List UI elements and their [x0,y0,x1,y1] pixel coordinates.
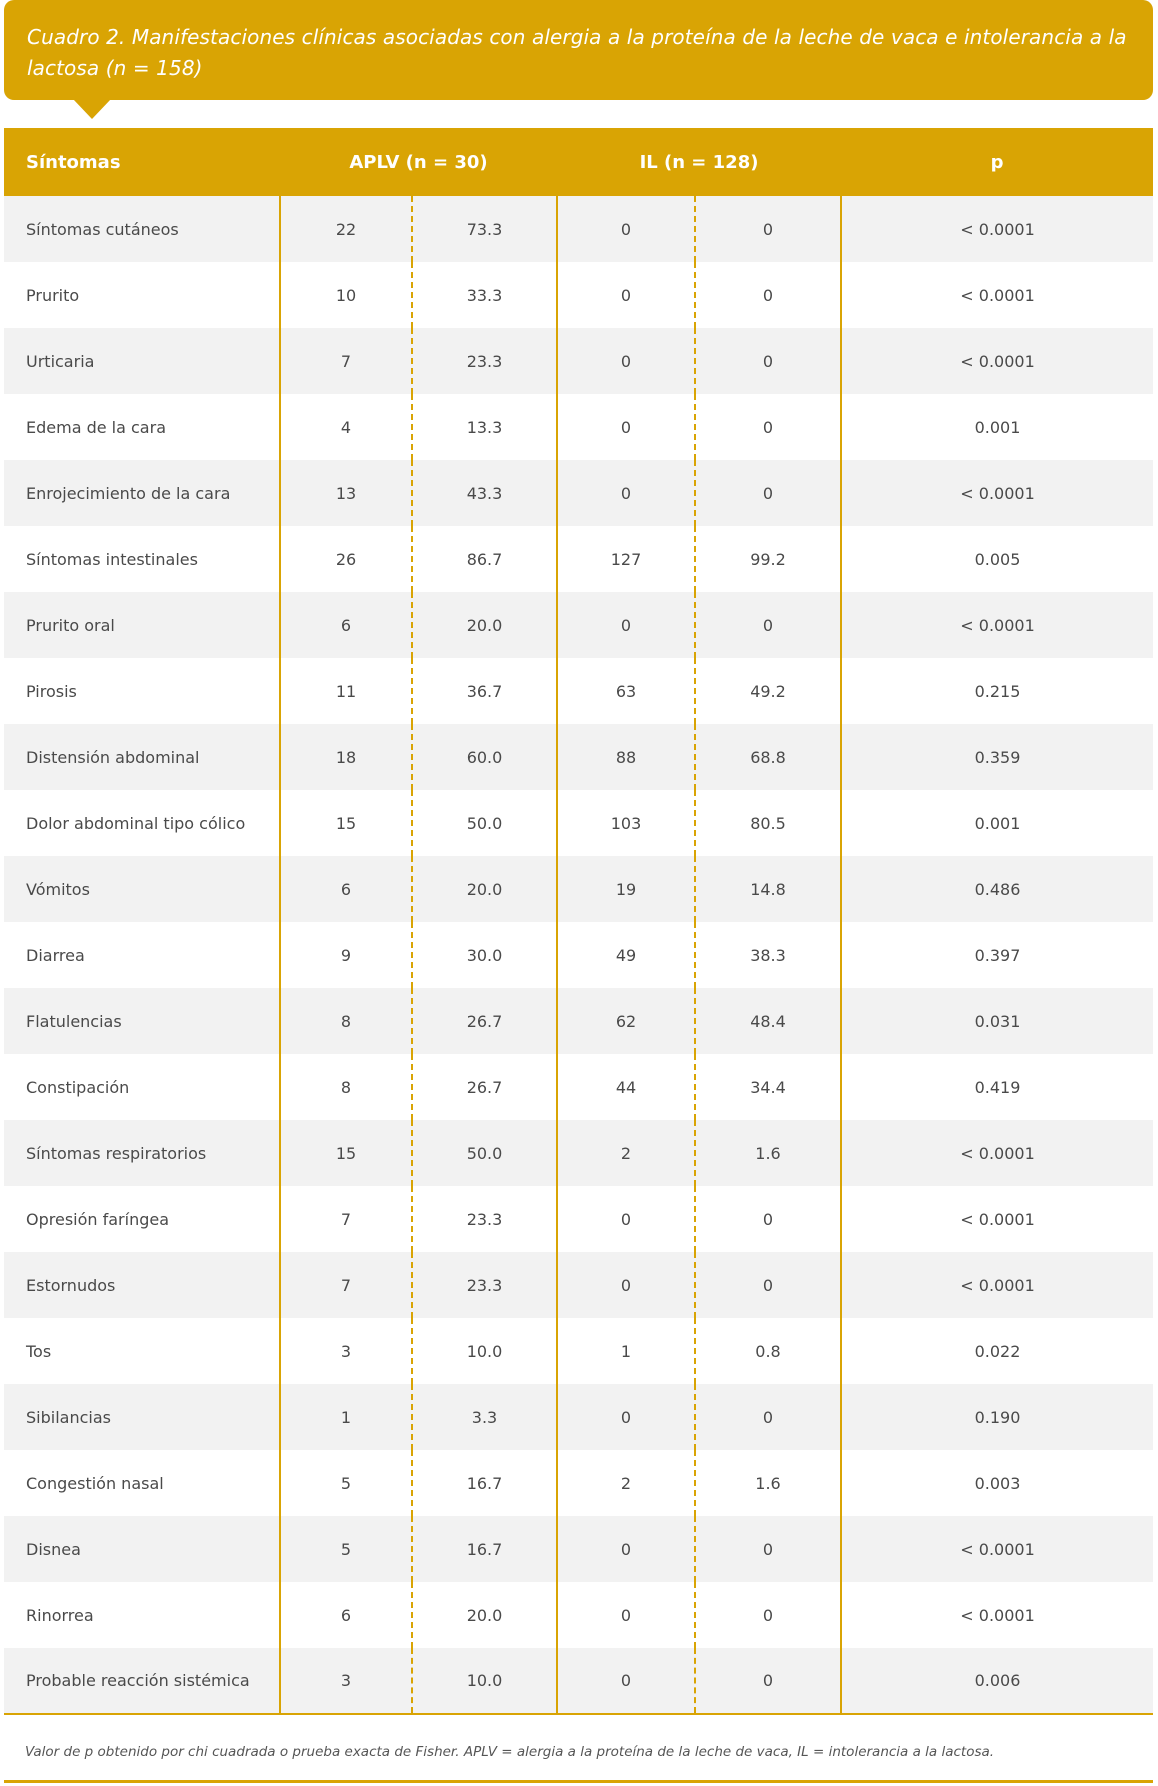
symptom-name-cell: Enrojecimiento de la cara [26,483,231,503]
il-count-cell: 0 [557,1252,695,1318]
table-row [4,1252,1153,1318]
header-p: p [990,151,1004,173]
table-row [4,460,1153,526]
p-value-cell: < 0.0001 [841,1516,1153,1582]
table-row [4,328,1153,394]
aplv-percent-cell: 16.7 [412,1450,557,1516]
p-value-cell: < 0.0001 [841,1582,1153,1648]
p-value-cell: 0.359 [841,724,1153,790]
header-aplv: APLV (n = 30) [349,151,488,173]
aplv-percent-cell: 20.0 [412,592,557,658]
p-value-cell: < 0.0001 [841,262,1153,328]
il-count-cell: 19 [557,856,695,922]
bottom-divider [4,1780,1153,1783]
il-count-cell: 0 [557,1186,695,1252]
table-row [4,1648,1153,1714]
table-row [4,1582,1153,1648]
table-row [4,658,1153,724]
il-count-cell: 0 [557,1582,695,1648]
aplv-percent-cell: 50.0 [412,1120,557,1186]
il-count-cell: 44 [557,1054,695,1120]
aplv-percent-cell: 26.7 [412,1054,557,1120]
aplv-count-cell: 5 [280,1516,412,1582]
symptoms-table [4,128,1153,1715]
il-percent-cell: 0 [695,1186,841,1252]
p-value-cell: < 0.0001 [841,460,1153,526]
aplv-percent-cell: 60.0 [412,724,557,790]
header-il: IL (n = 128) [639,151,759,173]
il-percent-cell: 0 [695,196,841,262]
caption-pointer [73,99,111,119]
table-row [4,922,1153,988]
aplv-count-cell: 6 [280,592,412,658]
il-percent-cell: 0 [695,394,841,460]
il-count-cell: 0 [557,196,695,262]
il-percent-cell: 48.4 [695,988,841,1054]
aplv-percent-cell: 23.3 [412,328,557,394]
table-row [4,1054,1153,1120]
il-count-cell: 1 [557,1318,695,1384]
p-value-cell: < 0.0001 [841,592,1153,658]
table-row [4,1450,1153,1516]
aplv-count-cell: 6 [280,1582,412,1648]
il-count-cell: 88 [557,724,695,790]
p-value-cell: 0.190 [841,1384,1153,1450]
aplv-count-cell: 11 [280,658,412,724]
il-percent-cell: 0 [695,1648,841,1714]
table-row [4,592,1153,658]
caption-text: Cuadro 2. Manifestaciones clínicas asociadas con alergia a la proteína de la leche de vaca e intolerancia a la lactosa (n = 158) [27,25,1127,80]
p-value-cell: < 0.0001 [841,1252,1153,1318]
symptom-name-cell: Prurito [26,285,80,305]
aplv-percent-cell: 36.7 [412,658,557,724]
p-value-cell: 0.001 [841,790,1153,856]
il-percent-cell: 68.8 [695,724,841,790]
p-value-cell: < 0.0001 [841,196,1153,262]
p-value-cell: 0.031 [841,988,1153,1054]
il-percent-cell: 14.8 [695,856,841,922]
symptom-name-cell: Urticaria [26,351,95,371]
aplv-count-cell: 6 [280,856,412,922]
il-count-cell: 63 [557,658,695,724]
table-header-row [4,128,1153,196]
table-caption [4,0,1153,100]
aplv-count-cell: 8 [280,988,412,1054]
aplv-percent-cell: 86.7 [412,526,557,592]
p-value-cell: < 0.0001 [841,328,1153,394]
il-count-cell: 103 [557,790,695,856]
aplv-count-cell: 9 [280,922,412,988]
il-percent-cell: 1.6 [695,1450,841,1516]
aplv-percent-cell: 20.0 [412,856,557,922]
symptom-name-cell: Opresión faríngea [26,1209,170,1229]
table-body [4,196,1153,1714]
table-row [4,394,1153,460]
il-percent-cell: 99.2 [695,526,841,592]
aplv-percent-cell: 10.0 [412,1648,557,1714]
p-value-cell: 0.397 [841,922,1153,988]
aplv-percent-cell: 23.3 [412,1252,557,1318]
aplv-count-cell: 4 [280,394,412,460]
symptom-name-cell: Probable reacción sistémica [4,1648,280,1714]
il-count-cell: 62 [557,988,695,1054]
p-value-cell: 0.419 [841,1054,1153,1120]
symptom-name-cell: Síntomas cutáneos [26,219,179,239]
p-value-cell: 0.005 [841,526,1153,592]
aplv-percent-cell: 33.3 [412,262,557,328]
aplv-percent-cell: 16.7 [412,1516,557,1582]
p-value-cell: 0.006 [841,1648,1153,1714]
il-count-cell: 127 [557,526,695,592]
aplv-percent-cell: 73.3 [412,196,557,262]
aplv-percent-cell: 10.0 [412,1318,557,1384]
symptom-name-cell: Prurito oral [26,615,115,635]
aplv-count-cell: 7 [280,1252,412,1318]
header-symptoms: Síntomas [26,151,121,173]
table-row [4,724,1153,790]
symptom-name-cell: Constipación [26,1077,130,1097]
il-percent-cell: 0 [695,1516,841,1582]
aplv-count-cell: 1 [280,1384,412,1450]
aplv-count-cell: 3 [280,1648,412,1714]
aplv-count-cell: 10 [280,262,412,328]
aplv-count-cell: 3 [280,1318,412,1384]
aplv-count-cell: 18 [280,724,412,790]
table-row [4,262,1153,328]
symptom-name-cell: Edema de la cara [26,417,166,437]
table-row [4,988,1153,1054]
il-count-cell: 0 [557,328,695,394]
symptom-name-cell: Vómitos [26,879,90,899]
il-count-cell: 0 [557,262,695,328]
table-footnote: Valor de p obtenido por chi cuadrada o prueba exacta de Fisher. APLV = alergia a la proteína de la leche de vaca, IL = intolerancia a la lactosa. [25,1744,995,1760]
aplv-percent-cell: 3.3 [412,1384,557,1450]
il-percent-cell: 0 [695,328,841,394]
aplv-count-cell: 8 [280,1054,412,1120]
aplv-count-cell: 15 [280,790,412,856]
il-count-cell: 0 [557,1648,695,1714]
symptom-name-cell: Síntomas respiratorios [26,1143,207,1163]
il-count-cell: 0 [557,1384,695,1450]
table-row [4,856,1153,922]
symptom-name-cell: Pirosis [26,681,77,701]
symptom-name-cell: Rinorrea [26,1605,94,1625]
aplv-count-cell: 7 [280,328,412,394]
il-count-cell: 49 [557,922,695,988]
il-count-cell: 0 [557,460,695,526]
p-value-cell: < 0.0001 [841,1186,1153,1252]
table-row [4,526,1153,592]
il-count-cell: 2 [557,1120,695,1186]
il-percent-cell: 0 [695,460,841,526]
il-percent-cell: 49.2 [695,658,841,724]
table-row [4,1318,1153,1384]
symptom-name-cell: Dolor abdominal tipo cólico [26,813,246,833]
il-count-cell: 0 [557,394,695,460]
aplv-count-cell: 5 [280,1450,412,1516]
symptom-name-cell: Flatulencias [26,1011,122,1031]
symptom-name-cell: Diarrea [26,945,85,965]
symptom-name-cell: Congestión nasal [26,1473,164,1493]
p-value-cell: < 0.0001 [841,1120,1153,1186]
aplv-percent-cell: 23.3 [412,1186,557,1252]
table-container [4,128,1153,1715]
aplv-count-cell: 7 [280,1186,412,1252]
p-value-cell: 0.022 [841,1318,1153,1384]
symptom-name-cell: Distensión abdominal [26,747,200,767]
il-percent-cell: 80.5 [695,790,841,856]
p-value-cell: 0.486 [841,856,1153,922]
symptom-name-cell: Tos [26,1341,52,1361]
il-count-cell: 0 [557,1516,695,1582]
il-percent-cell: 1.6 [695,1120,841,1186]
p-value-cell: 0.215 [841,658,1153,724]
il-percent-cell: 0 [695,1252,841,1318]
il-percent-cell: 0 [695,1582,841,1648]
table-row [4,1516,1153,1582]
table-row [4,196,1153,262]
aplv-percent-cell: 13.3 [412,394,557,460]
aplv-count-cell: 22 [280,196,412,262]
il-percent-cell: 0 [695,592,841,658]
symptom-name-cell: Sibilancias [26,1407,111,1427]
aplv-percent-cell: 30.0 [412,922,557,988]
aplv-count-cell: 26 [280,526,412,592]
table-row [4,1120,1153,1186]
table-row [4,1186,1153,1252]
aplv-count-cell: 15 [280,1120,412,1186]
aplv-percent-cell: 50.0 [412,790,557,856]
p-value-cell: 0.003 [841,1450,1153,1516]
aplv-percent-cell: 26.7 [412,988,557,1054]
aplv-percent-cell: 20.0 [412,1582,557,1648]
table-row [4,790,1153,856]
il-percent-cell: 0 [695,1384,841,1450]
p-value-cell: 0.001 [841,394,1153,460]
symptom-name-cell: Disnea [26,1539,81,1559]
aplv-percent-cell: 43.3 [412,460,557,526]
il-count-cell: 2 [557,1450,695,1516]
symptom-name-cell: Síntomas intestinales [26,549,198,569]
il-percent-cell: 0.8 [695,1318,841,1384]
il-count-cell: 0 [557,592,695,658]
il-percent-cell: 0 [695,262,841,328]
table-row [4,1384,1153,1450]
il-percent-cell: 34.4 [695,1054,841,1120]
symptom-name-cell: Estornudos [26,1275,116,1295]
il-percent-cell: 38.3 [695,922,841,988]
aplv-count-cell: 13 [280,460,412,526]
